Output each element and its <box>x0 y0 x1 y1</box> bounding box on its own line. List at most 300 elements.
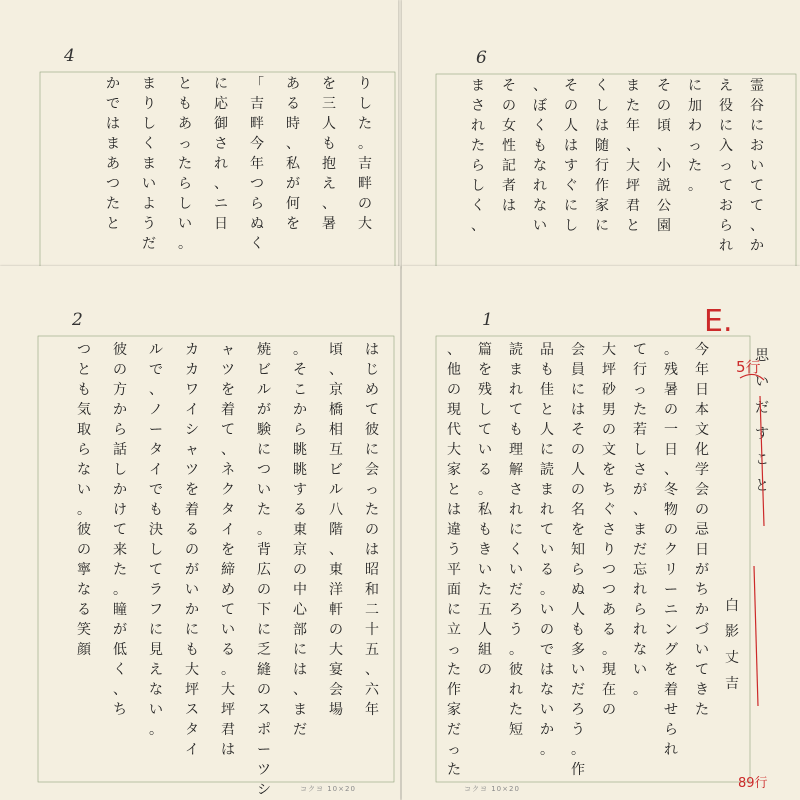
text-column <box>444 340 464 780</box>
manuscript-char: し <box>358 96 372 112</box>
manuscript-char: そ <box>571 422 585 438</box>
manuscript-char: あ <box>178 116 192 132</box>
manuscript-char: な <box>149 682 163 698</box>
manuscript-char: て <box>695 662 709 678</box>
text-column <box>630 340 650 700</box>
manuscript-char: タ <box>185 722 199 738</box>
manuscript-char: 瞳 <box>113 602 127 618</box>
manuscript-char: の <box>447 382 461 398</box>
manuscript-char: う <box>142 216 156 232</box>
manuscript-char: 。 <box>257 522 271 538</box>
manuscript-char: り <box>358 76 372 92</box>
manuscript-char: 御 <box>214 116 228 132</box>
manuscript-char: く <box>595 78 609 94</box>
manuscript-char: れ <box>533 178 547 194</box>
manuscript-char: が <box>695 562 709 578</box>
manuscript-char: に <box>750 118 764 134</box>
manuscript-char: は <box>447 502 461 518</box>
manuscript-char: ま <box>142 156 156 172</box>
manuscript-char: を <box>478 362 492 378</box>
text-column <box>218 340 238 760</box>
manuscript-char: 思 <box>755 348 769 364</box>
manuscript-char: だ <box>509 582 523 598</box>
manuscript-char: の <box>257 582 271 598</box>
manuscript-char: 小 <box>657 158 671 174</box>
manuscript-char: て <box>633 342 647 358</box>
manuscript-char: 彼 <box>77 522 91 538</box>
manuscript-char: た <box>447 662 461 678</box>
manuscript-char: 宴 <box>329 662 343 678</box>
manuscript-char: の <box>571 482 585 498</box>
manuscript-char: 抱 <box>322 156 336 172</box>
manuscript-char: 京 <box>293 542 307 558</box>
manuscript-char: 。 <box>540 742 554 758</box>
manuscript-char: つ <box>77 342 91 358</box>
manuscript-char: て <box>509 402 523 418</box>
manuscript-char: い <box>540 542 554 558</box>
manuscript-char: 大 <box>358 216 372 232</box>
manuscript-char: 。 <box>149 722 163 738</box>
manuscript-char: 、 <box>329 542 343 558</box>
manuscript-char: を <box>221 542 235 558</box>
manuscript-char: 丈 <box>725 650 739 666</box>
manuscript-char: 者 <box>502 178 516 194</box>
manuscript-char: ら <box>633 602 647 618</box>
manuscript-char: 君 <box>626 198 640 214</box>
manuscript-char: っ <box>365 482 379 498</box>
manuscript-char: 着 <box>185 502 199 518</box>
manuscript-char: 君 <box>221 722 235 738</box>
manuscript-char: の <box>657 98 671 114</box>
manuscript-char: 吉 <box>725 676 739 692</box>
manuscript-char: 場 <box>329 702 343 718</box>
manuscript-char: ツ <box>185 462 199 478</box>
manuscript-char: た <box>509 702 523 718</box>
manuscript-char: し <box>633 442 647 458</box>
manuscript-char: 相 <box>329 422 343 438</box>
manuscript-char: 背 <box>257 542 271 558</box>
manuscript-char: 。 <box>633 682 647 698</box>
manuscript-char: ツ <box>257 762 271 778</box>
manuscript-char: 顔 <box>77 642 91 658</box>
manuscript-char: 笑 <box>77 622 91 638</box>
manuscript-char: の <box>564 98 578 114</box>
manuscript-char: ク <box>221 482 235 498</box>
manuscript-char: は <box>595 118 609 134</box>
manuscript-char: 、 <box>322 196 336 212</box>
manuscript-char: も <box>533 138 547 154</box>
manuscript-char: 会 <box>571 342 585 358</box>
manuscript-char: 多 <box>571 642 585 658</box>
manuscript-char: た <box>633 402 647 418</box>
manuscript-char: い <box>221 622 235 638</box>
manuscript-char: 、 <box>365 662 379 678</box>
manuscript-char: い <box>77 482 91 498</box>
manuscript-char: 取 <box>77 422 91 438</box>
manuscript-char: 冬 <box>664 482 678 498</box>
text-column <box>499 76 519 216</box>
manuscript-char: 平 <box>447 562 461 578</box>
manuscript-char: 中 <box>293 582 307 598</box>
manuscript-char: 読 <box>509 342 523 358</box>
manuscript-char: だ <box>142 236 156 252</box>
manuscript-char: こ <box>755 452 769 468</box>
manuscript-char: た <box>113 562 127 578</box>
manuscript-char: 京 <box>329 382 343 398</box>
manuscript-char: イ <box>221 522 235 538</box>
manuscript-char: え <box>322 176 336 192</box>
manuscript-char: ぐ <box>564 178 578 194</box>
manuscript-char: い <box>257 482 271 498</box>
manuscript-char: ら <box>664 722 678 738</box>
manuscript-char: し <box>471 178 485 194</box>
manuscript-char: に <box>719 118 733 134</box>
manuscript-char: れ <box>509 502 523 518</box>
manuscript-char: と <box>178 76 192 92</box>
manuscript-char: 眺 <box>293 442 307 458</box>
manuscript-char: ル <box>329 482 343 498</box>
manuscript-char: 化 <box>695 442 709 458</box>
manuscript-char: な <box>533 158 547 174</box>
manuscript-char: ニ <box>664 602 678 618</box>
manuscript-char: リ <box>664 562 678 578</box>
manuscript-char: 。 <box>221 662 235 678</box>
manuscript-char: 時 <box>286 116 300 132</box>
manuscript-char: に <box>595 218 609 234</box>
manuscript-char: 谷 <box>750 98 764 114</box>
text-column <box>468 76 488 236</box>
manuscript-char: だ <box>633 542 647 558</box>
manuscript-char: く <box>113 662 127 678</box>
text-column <box>661 340 681 760</box>
manuscript-char: く <box>471 198 485 214</box>
manuscript-char: さ <box>509 482 523 498</box>
manuscript-char: っ <box>688 138 702 154</box>
manuscript-char: 日 <box>695 382 709 398</box>
manuscript-char: の <box>358 196 372 212</box>
manuscript-char: 会 <box>365 462 379 478</box>
manuscript-char: れ <box>540 502 554 518</box>
manuscript-char: り <box>142 96 156 112</box>
manuscript-char: る <box>478 462 492 478</box>
manuscript-char: つ <box>257 462 271 478</box>
manuscript-char: に <box>214 76 228 92</box>
manuscript-char: に <box>257 442 271 458</box>
manuscript-char: な <box>77 582 91 598</box>
manuscript-char: 橋 <box>329 402 343 418</box>
manuscript-char: は <box>365 342 379 358</box>
manuscript-char: 、 <box>214 176 228 192</box>
manuscript-char: あ <box>286 76 300 92</box>
text-column <box>110 340 130 720</box>
manuscript-char: し <box>478 402 492 418</box>
manuscript-char: 忘 <box>633 562 647 578</box>
manuscript-char: て <box>540 522 554 538</box>
manuscript-char: 坪 <box>602 362 616 378</box>
manuscript-char: さ <box>602 522 616 538</box>
manuscript-page-2 <box>0 266 400 800</box>
manuscript-char: さ <box>471 98 485 114</box>
manuscript-char: か <box>750 238 764 254</box>
manuscript-char: 理 <box>509 442 523 458</box>
manuscript-char: き <box>478 542 492 558</box>
manuscript-char: そ <box>657 78 671 94</box>
manuscript-char: 下 <box>257 602 271 618</box>
manuscript-char: も <box>540 362 554 378</box>
manuscript-char: 、 <box>293 682 307 698</box>
manuscript-char: て <box>719 178 733 194</box>
manuscript-char: 家 <box>447 462 461 478</box>
manuscript-char: 乏 <box>257 642 271 658</box>
manuscript-char: ポ <box>257 722 271 738</box>
text-column <box>74 340 94 660</box>
manuscript-char: て <box>221 602 235 618</box>
manuscript-char: 「 <box>250 76 264 92</box>
manuscript-char: 。 <box>178 236 192 252</box>
manuscript-char: カ <box>185 342 199 358</box>
manuscript-char: か <box>185 602 199 618</box>
manuscript-char: に <box>540 442 554 458</box>
manuscript-char: 佳 <box>540 382 554 398</box>
manuscript-char: っ <box>447 742 461 758</box>
manuscript-char: が <box>286 176 300 192</box>
manuscript-char: イ <box>149 462 163 478</box>
manuscript-char: に <box>447 602 461 618</box>
manuscript-char: の <box>602 422 616 438</box>
manuscript-char: 広 <box>257 562 271 578</box>
manuscript-char: た <box>688 158 702 174</box>
manuscript-char: 洋 <box>329 582 343 598</box>
manuscript-char: が <box>113 622 127 638</box>
manuscript-char: 影 <box>725 624 739 640</box>
manuscript-char: 和 <box>365 582 379 598</box>
manuscript-char: ら <box>293 422 307 438</box>
manuscript-char: っ <box>178 136 192 152</box>
manuscript-char: は <box>564 138 578 154</box>
manuscript-char: れ <box>633 622 647 638</box>
text-column <box>283 74 303 234</box>
manuscript-char: 三 <box>322 96 336 112</box>
manuscript-char: 作 <box>447 682 461 698</box>
manuscript-char: 私 <box>286 156 300 172</box>
manuscript-char: 現 <box>447 402 461 418</box>
manuscript-char: 頃 <box>657 118 671 134</box>
manuscript-char: っ <box>633 382 647 398</box>
text-column <box>103 74 123 234</box>
manuscript-char: け <box>113 502 127 518</box>
manuscript-char: ス <box>185 702 199 718</box>
text-column <box>254 340 274 800</box>
manuscript-char: の <box>695 502 709 518</box>
manuscript-char: で <box>149 362 163 378</box>
manuscript-char: さ <box>214 136 228 152</box>
manuscript-char: ら <box>178 176 192 192</box>
text-column <box>319 74 339 234</box>
manuscript-char: つ <box>602 582 616 598</box>
manuscript-char: た <box>178 156 192 172</box>
manuscript-char: 。 <box>113 582 127 598</box>
manuscript-char: 。 <box>540 582 554 598</box>
manuscript-char: お <box>719 198 733 214</box>
manuscript-char: く <box>142 136 156 152</box>
manuscript-char: ー <box>257 742 271 758</box>
manuscript-char: 坪 <box>185 682 199 698</box>
text-column <box>537 340 557 760</box>
manuscript-char: す <box>293 482 307 498</box>
text-column <box>175 74 195 254</box>
manuscript-char: と <box>540 402 554 418</box>
manuscript-char: 。 <box>77 502 91 518</box>
manuscript-char: ぼ <box>533 98 547 114</box>
manuscript-char: ら <box>571 562 585 578</box>
manuscript-char: て <box>750 178 764 194</box>
manuscript-char: 家 <box>447 702 461 718</box>
manuscript-char: ま <box>509 362 523 378</box>
manuscript-char: 加 <box>688 98 702 114</box>
manuscript-char: し <box>142 116 156 132</box>
manuscript-char: 暑 <box>322 216 336 232</box>
manuscript-char: も <box>149 502 163 518</box>
manuscript-char: の <box>571 442 585 458</box>
manuscript-char: 六 <box>365 682 379 698</box>
manuscript-char: じ <box>365 362 379 378</box>
manuscript-char: う <box>447 542 461 558</box>
manuscript-char: い <box>478 562 492 578</box>
manuscript-char: い <box>540 702 554 718</box>
manuscript-char: 互 <box>329 442 343 458</box>
manuscript-char: を <box>602 462 616 478</box>
text-column <box>692 340 712 720</box>
manuscript-char: 公 <box>657 198 671 214</box>
manuscript-char: 吉 <box>250 96 264 112</box>
manuscript-char: っ <box>447 642 461 658</box>
manuscript-char: に <box>293 642 307 658</box>
manuscript-char: と <box>447 482 461 498</box>
manuscript-char: 人 <box>322 116 336 132</box>
manuscript-char: も <box>509 422 523 438</box>
manuscript-char: る <box>77 602 91 618</box>
manuscript-char: に <box>509 522 523 538</box>
manuscript-char: の <box>185 542 199 558</box>
manuscript-char: 階 <box>329 522 343 538</box>
manuscript-char: 、 <box>626 138 640 154</box>
manuscript-char: お <box>750 138 764 154</box>
manuscript-char: ま <box>471 78 485 94</box>
manuscript-char: さ <box>633 462 647 478</box>
manuscript-char: が <box>257 402 271 418</box>
manuscript-char: 日 <box>695 542 709 558</box>
manuscript-char: た <box>257 502 271 518</box>
manuscript-char: の <box>293 562 307 578</box>
manuscript-char: ぬ <box>571 582 585 598</box>
manuscript-char: の <box>664 402 678 418</box>
char-count: 89行 <box>738 776 768 791</box>
manuscript-char: 、 <box>657 138 671 154</box>
manuscript-char: 在 <box>602 682 616 698</box>
manuscript-char: 人 <box>571 462 585 478</box>
manuscript-char: 何 <box>286 196 300 212</box>
page-number: 1 <box>482 310 493 330</box>
manuscript-char: い <box>178 216 192 232</box>
manuscript-char: に <box>571 382 585 398</box>
manuscript-char: た <box>447 762 461 778</box>
manuscript-char: を <box>185 482 199 498</box>
text-column <box>530 76 550 236</box>
manuscript-char: う <box>509 622 523 638</box>
manuscript-char: も <box>322 136 336 152</box>
manuscript-char: 大 <box>602 342 616 358</box>
manuscript-char: い <box>695 642 709 658</box>
manuscript-char: イ <box>185 742 199 758</box>
manuscript-char: 品 <box>540 342 554 358</box>
manuscript-char: 八 <box>329 502 343 518</box>
manuscript-char: 行 <box>633 362 647 378</box>
manuscript-char: 。 <box>664 342 678 358</box>
manuscript-char: め <box>221 582 235 598</box>
manuscript-char: も <box>571 622 585 638</box>
manuscript-char: 人 <box>571 602 585 618</box>
manuscript-char: ン <box>664 622 678 638</box>
manuscript-char: は <box>365 542 379 558</box>
manuscript-char: る <box>293 502 307 518</box>
text-column <box>182 340 202 760</box>
manuscript-char: ろ <box>571 702 585 718</box>
page-number: 6 <box>476 48 487 68</box>
manuscript-char: っ <box>719 158 733 174</box>
manuscript-char: 低 <box>113 642 127 658</box>
text-column <box>592 76 612 236</box>
manuscript-char: は <box>293 662 307 678</box>
manuscript-char: な <box>633 642 647 658</box>
manuscript-char: く <box>250 236 264 252</box>
manuscript-char: 年 <box>695 362 709 378</box>
manuscript-char: 話 <box>113 442 127 458</box>
manuscript-char: 締 <box>221 562 235 578</box>
text-column <box>290 340 310 740</box>
manuscript-char: 、 <box>113 682 127 698</box>
manuscript-char: 部 <box>293 622 307 638</box>
manuscript-char: カ <box>185 362 199 378</box>
manuscript-char: シ <box>185 422 199 438</box>
manuscript-char: の <box>478 662 492 678</box>
manuscript-char: ま <box>633 522 647 538</box>
manuscript-char: シ <box>257 782 271 798</box>
manuscript-char: 五 <box>478 602 492 618</box>
manuscript-char: と <box>755 478 769 494</box>
text-column <box>247 74 267 254</box>
manuscript-char: 、 <box>149 382 163 398</box>
manuscript-char: 随 <box>595 138 609 154</box>
manuscript-char: が <box>185 562 199 578</box>
manuscript-char: か <box>695 602 709 618</box>
manuscript-char: な <box>533 198 547 214</box>
manuscript-char: 名 <box>571 502 585 518</box>
manuscript-char: 大 <box>626 158 640 174</box>
manuscript-char: て <box>149 562 163 578</box>
line-spec: 5行 <box>736 358 761 376</box>
manuscript-char: と <box>77 362 91 378</box>
manuscript-char: た <box>365 502 379 518</box>
manuscript-char: 暑 <box>664 382 678 398</box>
text-column <box>716 76 736 256</box>
manuscript-char: 彼 <box>365 422 379 438</box>
manuscript-char: と <box>626 218 640 234</box>
manuscript-char: ま <box>293 702 307 718</box>
manuscript-char: し <box>564 218 578 234</box>
manuscript-char: 学 <box>695 462 709 478</box>
manuscript-char: の <box>540 622 554 638</box>
manuscript-char: 行 <box>595 158 609 174</box>
